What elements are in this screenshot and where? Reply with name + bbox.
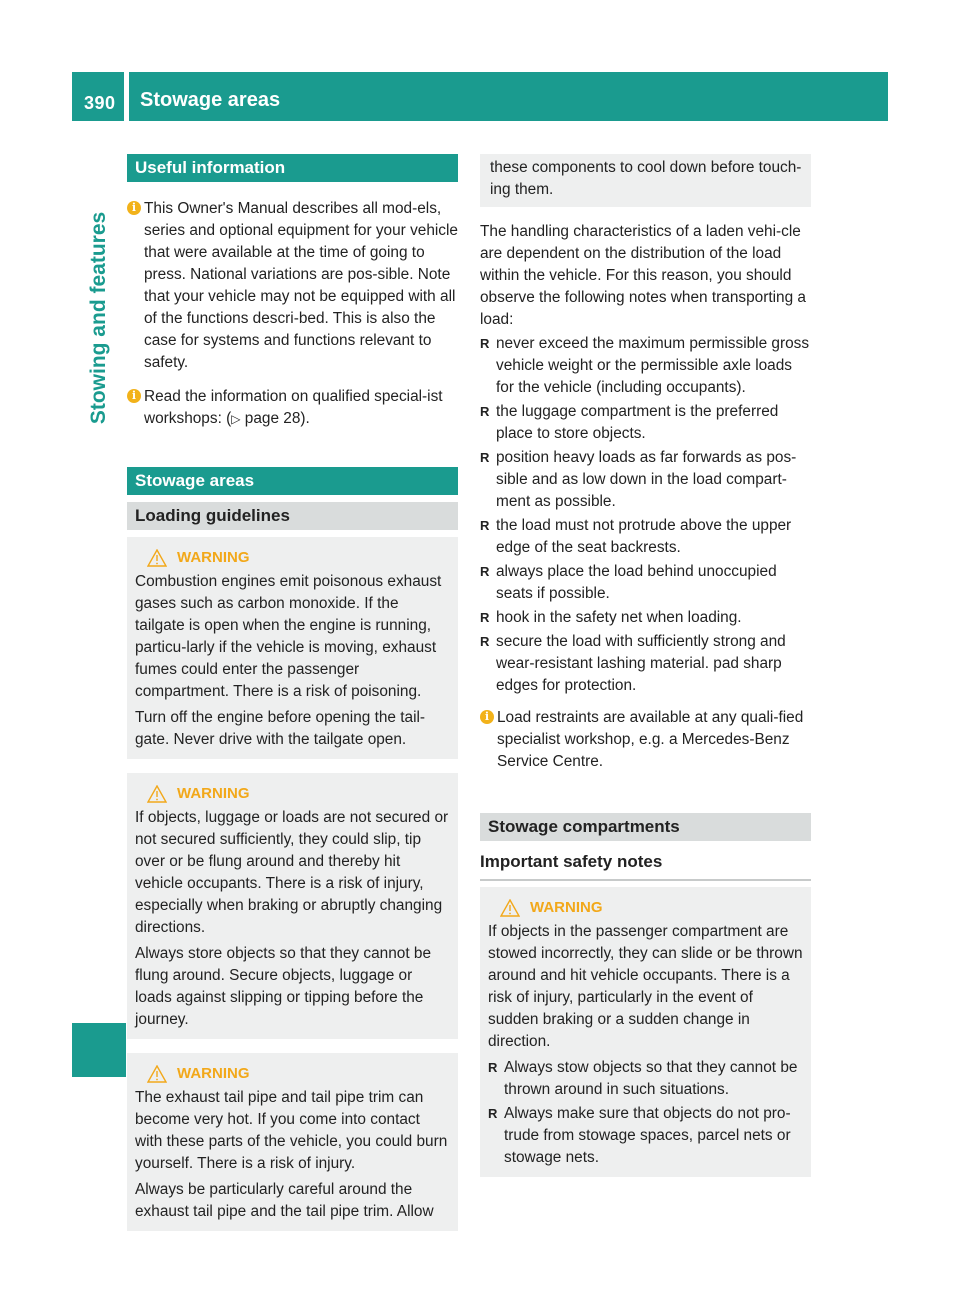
warning-text: If objects in the passenger compartment are stowed incorrectly, they can slide or be thrown around and hit vehicle occupants. There is a risk of injury, particularly in the event of sudden braking or a sudden change in direction. — [488, 923, 803, 1050]
loading-rules-list — [480, 333, 811, 697]
warning-header — [488, 897, 803, 919]
list-item: R position heavy loads as far forwards as pos-sible and as low down in the load compart-ment as possible. — [480, 447, 811, 513]
list-item: R hook in the safety net when loading. — [480, 607, 811, 629]
info-text: Read the information on qualified special-ist workshops: (▷ page 28). — [144, 388, 443, 427]
warning-triangle-icon — [147, 785, 167, 803]
warning-box-continued — [480, 154, 811, 207]
warning-box — [127, 537, 458, 759]
page-number: 390 — [84, 93, 116, 113]
header-title: Stowage areas — [140, 89, 281, 111]
list-item: R secure the load with sufficiently strong and wear-resistant lashing material. pad sharp edges for protection. — [480, 631, 811, 697]
info-note-workshops — [127, 386, 458, 430]
list-item: R Always stow objects so that they cannot be thrown around in such situations. — [488, 1057, 803, 1101]
warning-text: Turn off the engine before opening the tail-gate. Never drive with the tailgate open. — [135, 709, 426, 748]
side-tab-label: Stowing and features — [87, 211, 110, 425]
warning-header — [135, 547, 450, 569]
warning-label: WARNING — [177, 549, 250, 566]
info-icon: i — [480, 710, 494, 724]
useful-info-heading: Useful information — [127, 154, 458, 182]
info-icon: i — [127, 201, 141, 215]
info-text: This Owner's Manual describes all mod-els, series and optional equipment for your vehicle that were available at the time of going to press. National variations are pos-sible. Note that your vehicle may not be equipped with all of the functions descri-bed. This is also the case for systems and functions relevant to safety. — [144, 200, 458, 371]
warning-label: WARNING — [177, 785, 250, 802]
warning-text: The exhaust tail pipe and tail pipe trim can become very hot. If you come into contact with these parts of the vehicle, you could burn yourself. There is a risk of injury. — [135, 1089, 448, 1172]
left-column — [127, 154, 458, 1231]
stowage-areas-heading: Stowage areas — [127, 467, 458, 495]
list-item: R always place the load behind unoccupied seats if possible. — [480, 561, 811, 605]
list-item: R the load must not protrude above the upper edge of the seat backrests. — [480, 515, 811, 559]
warning-triangle-icon — [500, 899, 520, 917]
warning-header — [135, 1063, 450, 1085]
header-divider — [124, 72, 129, 121]
warning-text: Always store objects so that they cannot be flung around. Secure objects, luggage or loads against slipping or tipping before the journey. — [135, 945, 432, 1028]
list-item: R the luggage compartment is the preferred place to store objects. — [480, 401, 811, 445]
info-note-manual — [127, 198, 458, 374]
info-text: Load restraints are available at any quali-fied specialist workshop, e.g. a Mercedes-Benz Service Centre. — [497, 709, 804, 770]
warning-text: Always be particularly careful around the exhaust tail pipe and the tail pipe trim. Allow — [135, 1181, 434, 1220]
info-icon: i — [127, 389, 141, 403]
stowage-compartments-heading: Stowage compartments — [480, 813, 811, 841]
page-header — [72, 72, 888, 121]
warning-triangle-icon — [147, 1065, 167, 1083]
warning-box — [480, 887, 811, 1177]
warning-text: Combustion engines emit poisonous exhaust gases such as carbon monoxide. If the tailgate is open when the engine is running, particu-larly if the vehicle is moving, exhaust fumes could enter the passenger compartment. There is a risk of poisoning. — [135, 573, 442, 700]
warning-box — [127, 1053, 458, 1231]
loading-guidelines-heading: Loading guidelines — [127, 502, 458, 530]
list-item: R never exceed the maximum permissible gross vehicle weight or the permissible axle loads for the vehicle (including occupants). — [480, 333, 811, 399]
page-reference-arrow-icon: ▷ — [231, 412, 241, 426]
warning-text: If objects, luggage or loads are not secured or not secured sufficiently, they could slip, tip over or be flung around and thereby hit vehicle occupants. There is a risk of injury, especially when braking or abruptly changing directions. — [135, 809, 449, 936]
side-tab-marker — [72, 1023, 126, 1077]
page-reference-link[interactable]: page 28). — [240, 410, 310, 427]
warning-bullets — [488, 1057, 803, 1169]
right-column — [480, 154, 811, 1177]
warning-label: WARNING — [177, 1065, 250, 1082]
list-item: R Always make sure that objects do not pro-trude from stowage spaces, parcel nets or stowage nets. — [488, 1103, 803, 1169]
loading-intro: The handling characteristics of a laden vehi-cle are dependent on the distribution of the load within the vehicle. For this reason, you should observe the following notes when transporting a load: — [480, 223, 806, 328]
warning-triangle-icon — [147, 549, 167, 567]
important-safety-notes-heading: Important safety notes — [480, 851, 811, 881]
warning-text: these components to cool down before touch-ing them. — [490, 159, 802, 198]
warning-header — [135, 783, 450, 805]
warning-box — [127, 773, 458, 1039]
warning-label: WARNING — [530, 899, 603, 916]
info-note-restraints — [480, 707, 811, 773]
